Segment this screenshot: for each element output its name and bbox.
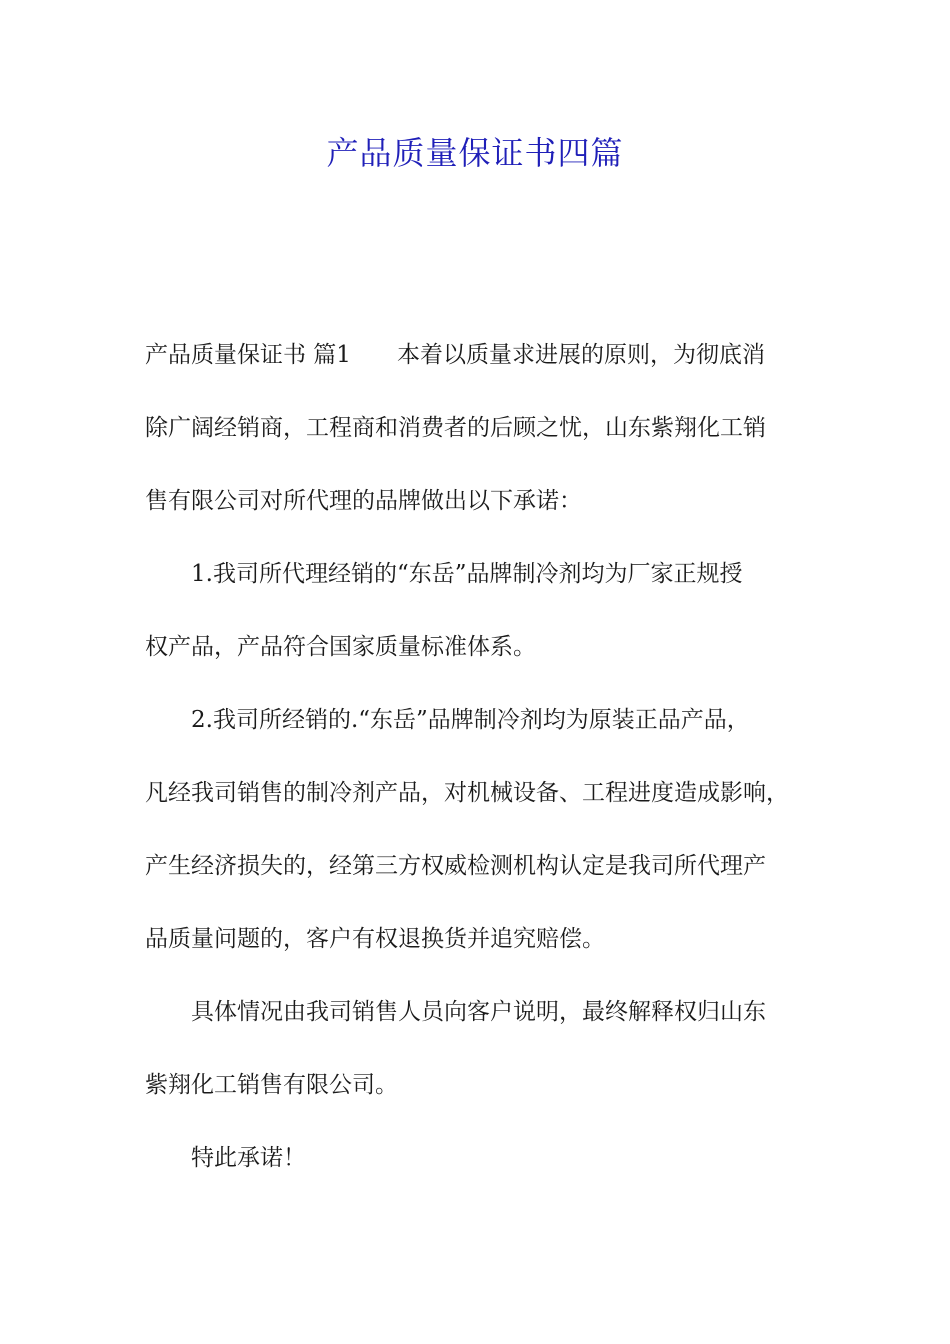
paragraph-line-10: 具体情况由我司销售人员向客户说明，最终解释权归山东 — [191, 999, 766, 1025]
paragraph-line-7: 凡经我司销售的制冷剂产品，对机械设备、工程进度造成影响， — [145, 780, 789, 806]
paragraph-line-12: 特此承诺！ — [191, 1145, 306, 1171]
paragraph-line-3: 售有限公司对所代理的品牌做出以下承诺： — [145, 488, 582, 514]
paragraph-line-5: 权产品，产品符合国家质量标准体系。 — [145, 634, 536, 660]
document-body — [145, 330, 835, 1206]
paragraph-line-11: 紫翔化工销售有限公司。 — [145, 1072, 398, 1098]
paragraph-line-4: 1.我司所代理经销的“东岳”品牌制冷剂均为厂家正规授 — [191, 561, 743, 587]
paragraph-line-6: 2.我司所经销的.“东岳”品牌制冷剂均为原装正品产品， — [191, 707, 750, 733]
paragraph-text: 本着以质量求进展的原则，为彻底消 — [396, 342, 765, 368]
paragraph-line-9: 品质量问题的，客户有权退换货并追究赔偿。 — [145, 926, 605, 952]
paragraph-line-1 — [145, 330, 835, 381]
paragraph-line-2: 除广阔经销商，工程商和消费者的后顾之忧，山东紫翔化工销 — [145, 415, 766, 441]
section-heading: 产品质量保证书 篇1 — [145, 342, 351, 368]
paragraph-line-8: 产生经济损失的，经第三方权威检测机构认定是我司所代理产 — [145, 853, 766, 879]
document-title: 产品质量保证书四篇 — [326, 134, 624, 172]
